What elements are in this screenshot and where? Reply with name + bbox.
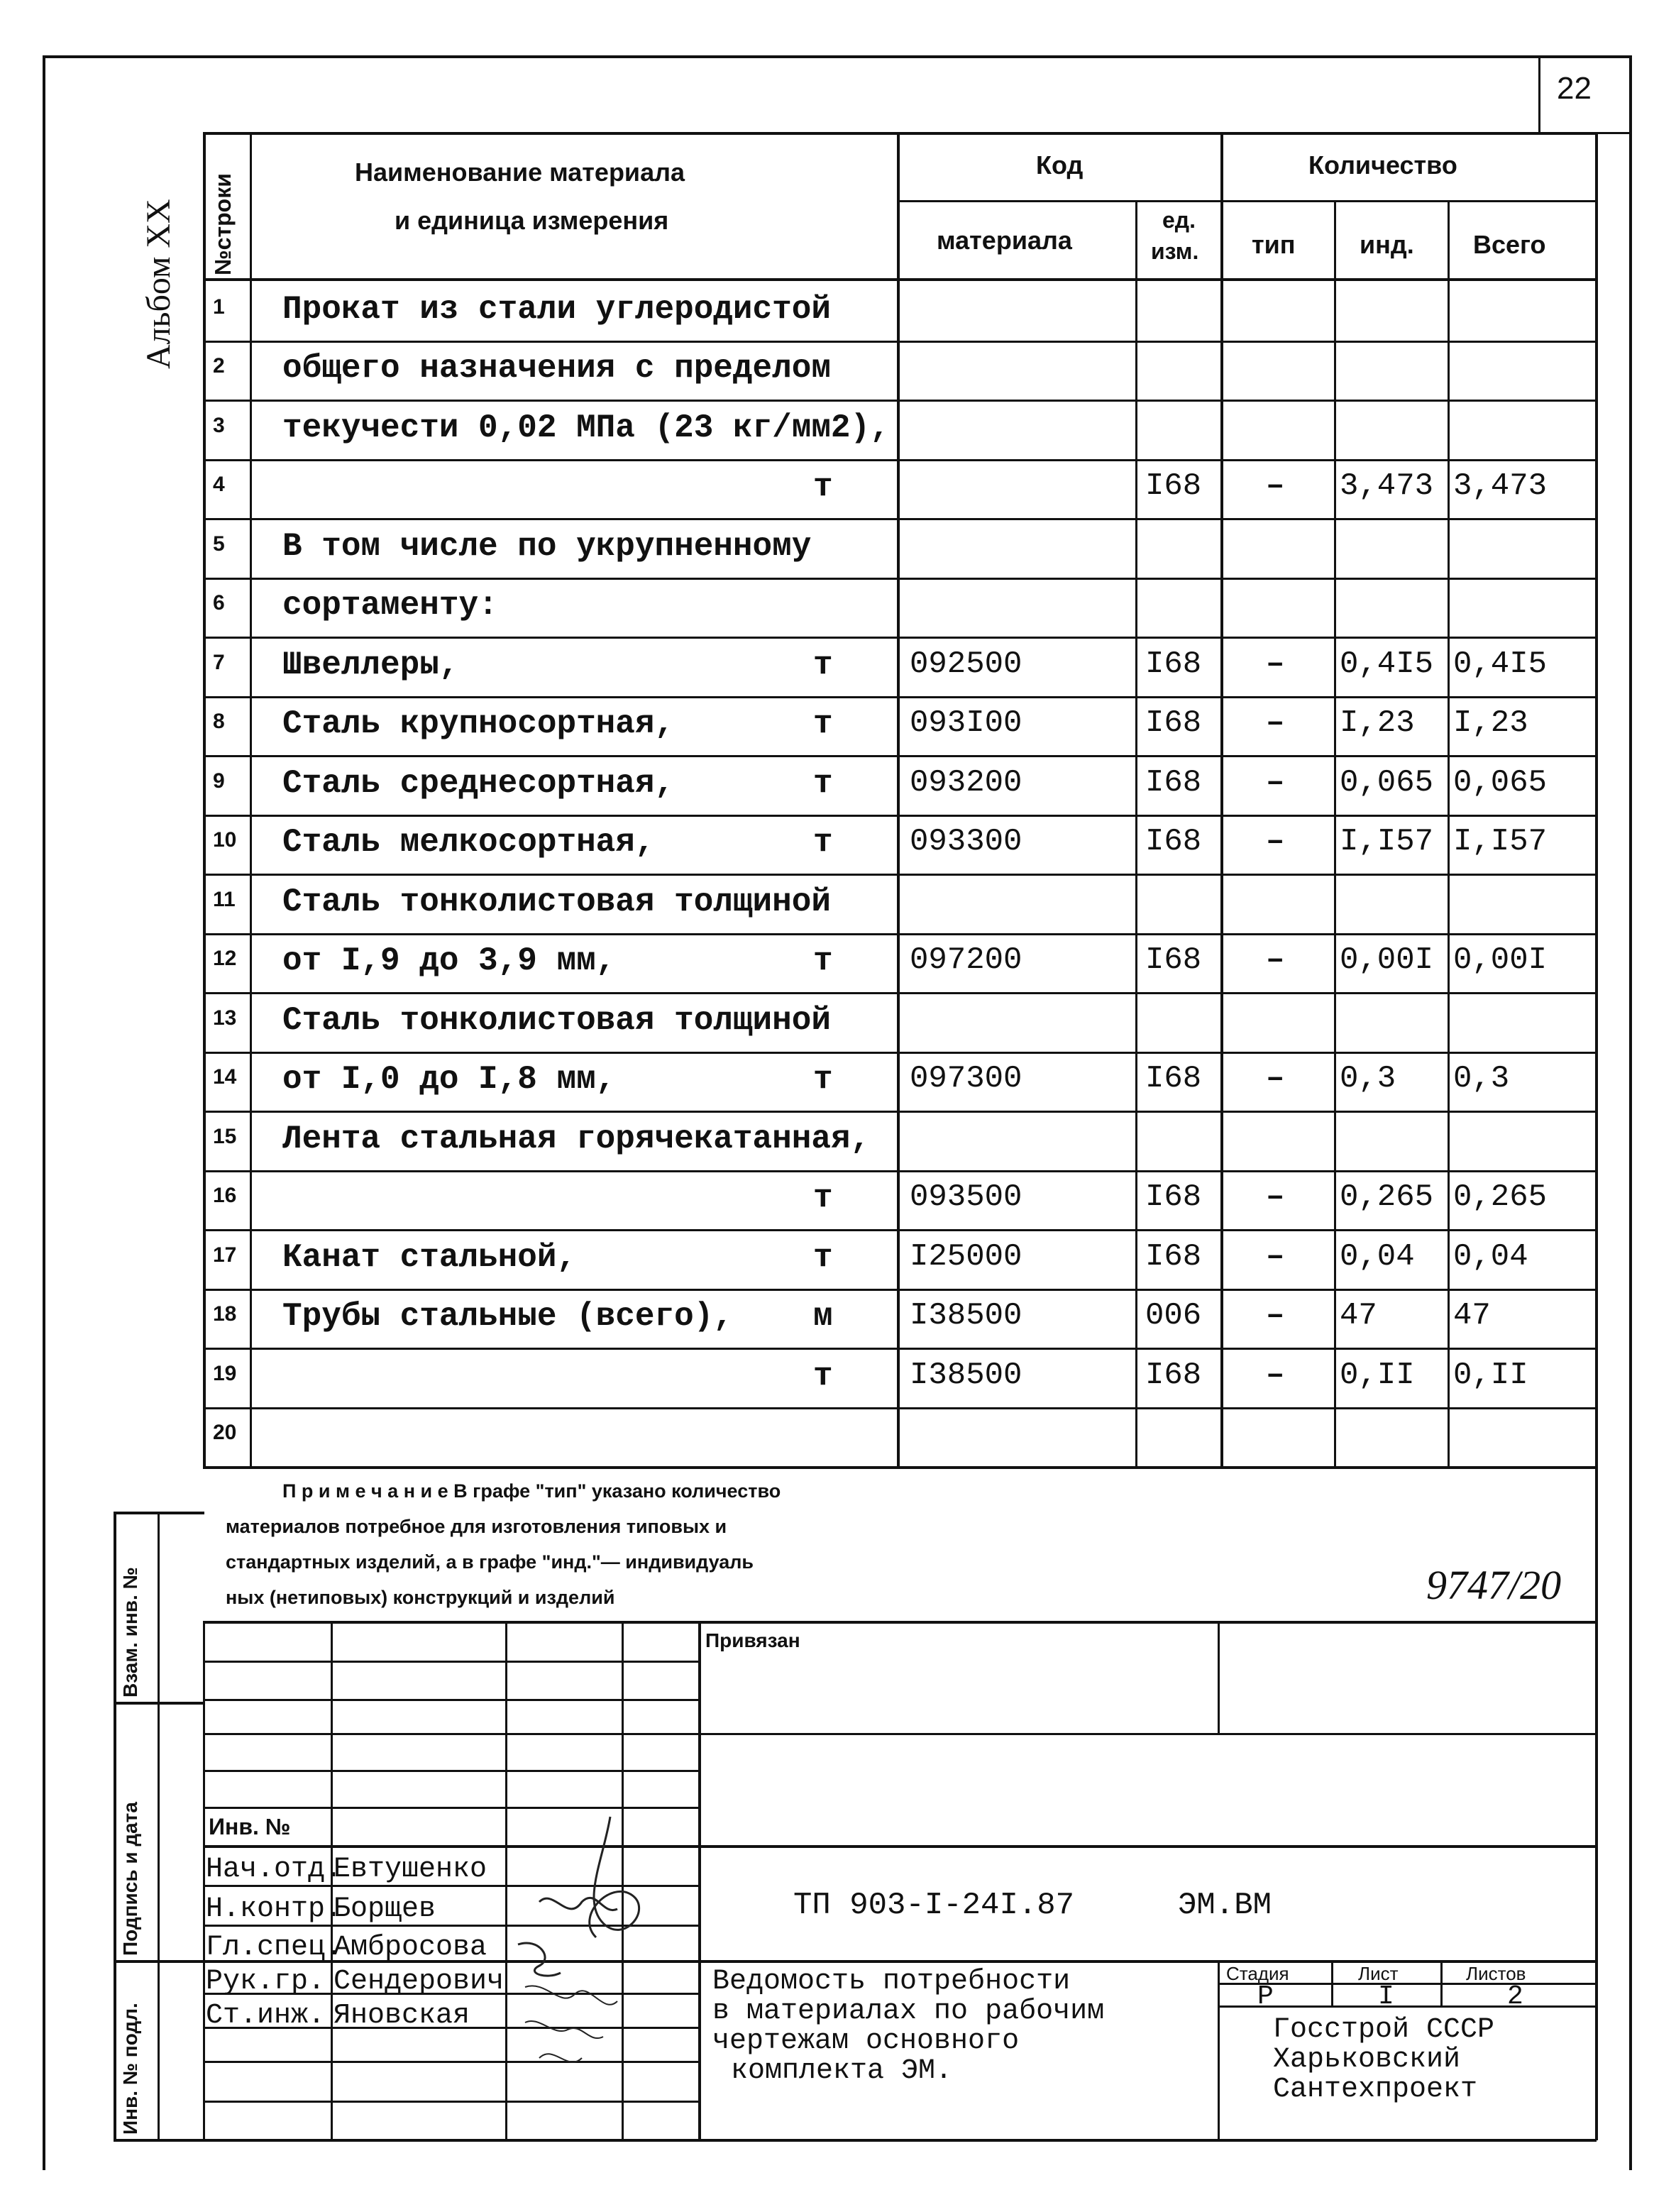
col-line-num xyxy=(250,132,252,1466)
row-name: Прокат из стали углеродистой xyxy=(282,290,831,328)
tb-org-line3: Сантехпроект xyxy=(1273,2074,1478,2106)
row-type: – xyxy=(1266,1357,1285,1393)
row-unit-letter: т xyxy=(813,1357,833,1394)
row-name: В том числе по укрупненному xyxy=(282,527,812,565)
row-type: – xyxy=(1266,764,1285,800)
tb-title-line3: чертежам основного xyxy=(712,2025,1020,2057)
row-line xyxy=(203,459,1597,461)
row-total: 0,00I xyxy=(1453,942,1548,979)
row-unit-code: I68 xyxy=(1145,646,1202,682)
row-unit-letter: т xyxy=(813,705,833,743)
row-type: – xyxy=(1266,468,1285,505)
tb-v6 xyxy=(1218,1960,1220,2140)
row-ind: I,23 xyxy=(1340,705,1415,742)
row-number: 5 xyxy=(213,532,225,556)
tb-title-line4: комплекта ЭМ. xyxy=(731,2055,953,2087)
row-unit-code: I68 xyxy=(1145,764,1202,800)
row-name: Канат стальной, xyxy=(282,1238,577,1276)
col-line-type xyxy=(1334,200,1336,1466)
frame-left xyxy=(43,55,45,2170)
note-line3: стандартных изделий, а в графе "инд."— индивидуаль xyxy=(226,1551,754,1573)
row-unit-code: I68 xyxy=(1145,824,1202,860)
tb-stage: Р xyxy=(1257,1981,1274,2012)
row-code: 093300 xyxy=(910,824,1022,860)
row-number: 1 xyxy=(213,295,225,319)
row-code: I25000 xyxy=(910,1238,1022,1275)
row-unit-code: I68 xyxy=(1145,468,1202,505)
tb-title-line2: в материалах по рабочим xyxy=(712,1996,1105,2027)
tb-v5 xyxy=(1218,1621,1220,1733)
row-unit-code: I68 xyxy=(1145,1357,1202,1393)
tb-person-name: Борщев xyxy=(333,1893,436,1925)
tb-person-role: Н.контр. xyxy=(206,1893,343,1925)
row-line xyxy=(203,933,1597,935)
header-unit-line2: изм. xyxy=(1151,238,1199,264)
row-unit-letter: м xyxy=(813,1298,833,1336)
row-type: – xyxy=(1266,1061,1285,1097)
row-total: 0,04 xyxy=(1453,1238,1528,1275)
note-line2: материалов потребное для изготовления типовых и xyxy=(226,1516,727,1537)
header-unit-line1: ед. xyxy=(1162,207,1196,233)
row-ind: 0,3 xyxy=(1340,1061,1396,1097)
header-bottom xyxy=(203,278,1597,281)
row-name: от I,9 до 3,9 мм, xyxy=(282,942,616,980)
header-name-line2: и единица измерения xyxy=(395,206,669,235)
row-line xyxy=(203,1111,1597,1113)
row-number: 3 xyxy=(213,413,225,437)
row-code: 097200 xyxy=(910,942,1022,979)
tb-v0 xyxy=(203,1621,205,2140)
header-row-no: №строки xyxy=(210,173,236,275)
row-name: Сталь крупносортная, xyxy=(282,705,675,743)
side-strip-bottom xyxy=(114,2139,204,2142)
row-ind: 0,II xyxy=(1340,1357,1415,1393)
row-number: 20 xyxy=(213,1421,237,1445)
tb-sheet: I xyxy=(1378,1981,1394,2012)
col-line-unit xyxy=(1220,132,1223,1466)
row-type: – xyxy=(1266,1238,1285,1275)
header-name-line1: Наименование материала xyxy=(355,158,685,187)
row-number: 19 xyxy=(213,1361,237,1385)
row-total: 0,II xyxy=(1453,1357,1528,1393)
row-line xyxy=(203,992,1597,994)
tb-h3 xyxy=(203,1733,1597,1735)
row-code: 093I00 xyxy=(910,705,1022,742)
row-name: Швеллеры, xyxy=(282,646,459,683)
row-ind: 3,473 xyxy=(1340,468,1434,505)
row-unit-letter: т xyxy=(813,1238,833,1276)
frame-right xyxy=(1629,55,1632,2170)
row-line xyxy=(203,1229,1597,1231)
row-code: 097300 xyxy=(910,1061,1022,1097)
row-unit-code: I68 xyxy=(1145,705,1202,742)
table-left xyxy=(203,132,206,1466)
table-bottom xyxy=(203,1466,1597,1469)
row-name: Лента стальная горячекатанная, xyxy=(282,1120,871,1157)
tb-top xyxy=(203,1621,1597,1624)
tb-title-line1: Ведомость потребности xyxy=(712,1966,1071,1998)
tb-h6 xyxy=(203,1845,1597,1848)
tb-person-role: Гл.спец. xyxy=(206,1932,343,1964)
col-line-name xyxy=(897,132,900,1466)
row-type: – xyxy=(1266,824,1285,860)
header-quantity: Количество xyxy=(1308,150,1457,180)
row-line xyxy=(203,518,1597,520)
side-label-inv-podl: Инв. № подл. xyxy=(119,2003,141,2135)
row-unit-letter: т xyxy=(813,824,833,862)
side-strip-top xyxy=(114,1512,204,1514)
tb-sheet-label: Лист xyxy=(1358,1963,1399,1984)
row-unit-letter: т xyxy=(813,942,833,980)
row-number: 7 xyxy=(213,650,225,674)
table-top xyxy=(203,132,1597,135)
row-line xyxy=(203,1289,1597,1291)
side-label-podpis: Подпись и дата xyxy=(119,1802,141,1956)
row-unit-code: I68 xyxy=(1145,1061,1202,1097)
row-number: 16 xyxy=(213,1184,237,1208)
row-line xyxy=(203,578,1597,580)
row-name: от I,0 до I,8 мм, xyxy=(282,1061,616,1099)
row-type: – xyxy=(1266,646,1285,682)
row-total: 0,265 xyxy=(1453,1179,1548,1216)
tb-person-role: Рук.гр. xyxy=(206,1966,326,1998)
row-unit-letter: т xyxy=(813,1179,833,1217)
tb-org-line1: Госстрой СССР xyxy=(1273,2014,1495,2046)
row-total: I,23 xyxy=(1453,705,1528,742)
row-line xyxy=(203,696,1597,698)
row-unit-code: I68 xyxy=(1145,942,1202,979)
row-number: 9 xyxy=(213,769,225,793)
note-line4: ных (нетиповых) конструкций и изделий xyxy=(226,1587,615,1608)
tb-sheets-label: Листов xyxy=(1466,1963,1526,1984)
row-line xyxy=(203,341,1597,343)
row-number: 2 xyxy=(213,354,225,378)
row-unit-letter: т xyxy=(813,646,833,683)
row-unit-code: I68 xyxy=(1145,1238,1202,1275)
row-number: 6 xyxy=(213,591,225,615)
row-unit-code: I68 xyxy=(1145,1179,1202,1216)
row-name: текучести 0,02 МПа (23 кг/мм2), xyxy=(282,409,890,446)
row-name: Сталь тонколистовая толщиной xyxy=(282,1001,831,1039)
tb-doc-mark: ЭМ.ВМ xyxy=(1178,1888,1272,1923)
frame-top xyxy=(43,55,1632,58)
tb-stage-bottom xyxy=(1218,2005,1597,2008)
row-ind: 0,4I5 xyxy=(1340,646,1434,682)
row-name: общего назначения с пределом xyxy=(282,350,831,387)
tb-h13 xyxy=(203,2101,698,2103)
tb-h2 xyxy=(203,1699,698,1701)
row-number: 8 xyxy=(213,710,225,734)
handwritten-number: 9747/20 xyxy=(1426,1562,1562,1608)
row-line xyxy=(203,400,1597,402)
row-total: 0,065 xyxy=(1453,764,1548,800)
page-number: 22 xyxy=(1557,71,1592,106)
row-ind: I,I57 xyxy=(1340,824,1434,860)
tb-person-name: Евтушенко xyxy=(333,1854,487,1886)
tb-sheets: 2 xyxy=(1507,1981,1523,2012)
row-name: Сталь среднесортная, xyxy=(282,764,675,802)
row-line xyxy=(203,874,1597,876)
tb-h4 xyxy=(203,1770,698,1772)
tb-doc-code: ТП 903-I-24I.87 xyxy=(793,1888,1075,1923)
header-type: тип xyxy=(1252,230,1296,259)
album-label: Альбом XX xyxy=(140,199,177,369)
side-strip-mid xyxy=(158,1512,160,2140)
row-type: – xyxy=(1266,942,1285,979)
row-name: Сталь тонколистовая толщиной xyxy=(282,883,831,920)
row-line xyxy=(203,637,1597,639)
row-name: сортаменту: xyxy=(282,587,498,624)
row-ind: 0,065 xyxy=(1340,764,1434,800)
row-number: 15 xyxy=(213,1124,237,1148)
row-number: 12 xyxy=(213,947,237,971)
row-line xyxy=(203,815,1597,817)
row-number: 11 xyxy=(213,887,236,911)
page-number-box-left xyxy=(1538,57,1540,133)
note-line1: П р и м е ч а н и е В графе "тип" указано количество xyxy=(282,1480,781,1502)
signature-scribbles xyxy=(497,1803,710,2086)
row-type: – xyxy=(1266,705,1285,742)
row-ind: 0,265 xyxy=(1340,1179,1434,1216)
side-label-vzam: Взам. инв. № xyxy=(119,1567,141,1697)
tb-person-name: Амбросова xyxy=(333,1932,487,1964)
row-type: – xyxy=(1266,1179,1285,1216)
row-ind: 0,04 xyxy=(1340,1238,1415,1275)
tb-org-line2: Харьковский xyxy=(1273,2044,1461,2076)
row-number: 18 xyxy=(213,1302,237,1326)
row-ind: 47 xyxy=(1340,1298,1377,1334)
side-strip-left xyxy=(114,1512,116,2140)
row-code: 093500 xyxy=(910,1179,1022,1216)
row-number: 10 xyxy=(213,828,237,852)
row-name: Трубы стальные (всего), xyxy=(282,1298,733,1336)
tb-inv-no: Инв. № xyxy=(209,1814,291,1839)
table-right xyxy=(1595,132,1598,2140)
header-ind: инд. xyxy=(1360,230,1414,259)
row-line xyxy=(203,1407,1597,1409)
row-unit-letter: т xyxy=(813,1061,833,1099)
row-total: I,I57 xyxy=(1453,824,1548,860)
side-strip-h1 xyxy=(114,1702,204,1705)
tb-privyazan: Привязан xyxy=(705,1629,800,1651)
row-line xyxy=(203,1170,1597,1172)
header-mid-line xyxy=(897,200,1597,202)
row-number: 17 xyxy=(213,1243,237,1267)
row-total: 47 xyxy=(1453,1298,1491,1334)
row-total: 0,3 xyxy=(1453,1061,1510,1097)
row-unit-letter: т xyxy=(813,468,833,506)
row-line xyxy=(203,1052,1597,1054)
header-code: Код xyxy=(1036,150,1084,180)
row-unit-letter: т xyxy=(813,764,833,802)
row-line xyxy=(203,1348,1597,1350)
row-number: 4 xyxy=(213,473,225,497)
row-total: 0,4I5 xyxy=(1453,646,1548,682)
row-number: 14 xyxy=(213,1065,237,1089)
row-code: 092500 xyxy=(910,646,1022,682)
tb-person-role: Нач.отд. xyxy=(206,1854,343,1886)
tb-person-name: Яновская xyxy=(333,2000,470,2032)
side-strip-h2 xyxy=(114,1960,204,1963)
header-material: материала xyxy=(937,226,1072,255)
row-number: 13 xyxy=(213,1006,237,1030)
row-ind: 0,00I xyxy=(1340,942,1434,979)
tb-h1 xyxy=(203,1661,698,1663)
col-line-code xyxy=(1135,200,1137,1466)
row-code: 093200 xyxy=(910,764,1022,800)
row-code: I38500 xyxy=(910,1298,1022,1334)
tb-person-role: Ст.инж. xyxy=(206,2000,326,2032)
row-type: – xyxy=(1266,1298,1285,1334)
tb-bottom xyxy=(203,2139,1597,2142)
row-unit-code: 006 xyxy=(1145,1298,1202,1334)
row-total: 3,473 xyxy=(1453,468,1548,505)
tb-stage-label: Стадия xyxy=(1226,1963,1289,1984)
header-total: Всего xyxy=(1473,230,1546,259)
row-name: Сталь мелкосортная, xyxy=(282,824,655,862)
row-line xyxy=(203,755,1597,757)
col-line-ind xyxy=(1448,200,1450,1466)
row-code: I38500 xyxy=(910,1357,1022,1393)
tb-person-name: Сендерович xyxy=(333,1966,505,1998)
